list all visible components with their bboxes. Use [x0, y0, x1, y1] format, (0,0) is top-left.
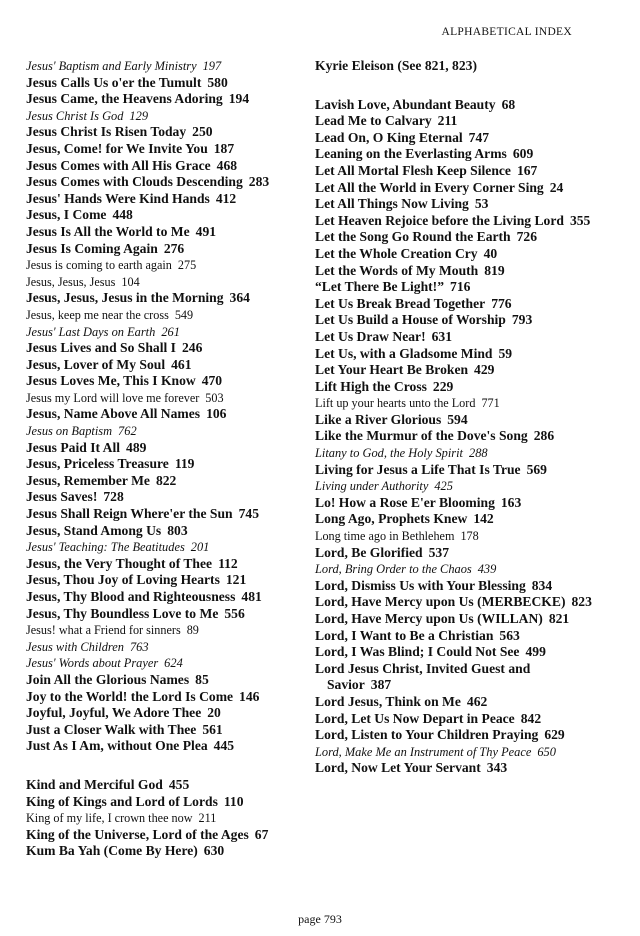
entry-number: 537 [428, 544, 449, 560]
entry-number: 387 [370, 677, 392, 693]
index-entry [26, 556, 308, 573]
entry-number: 776 [491, 295, 512, 311]
entry-title: Jesus my Lord will love me forever [26, 390, 200, 405]
index-entry [315, 661, 597, 694]
entry-title: “Let There Be Light!” [315, 279, 445, 295]
entry-title: Jesus! what a Friend for sinners [26, 623, 181, 638]
entry-title: Jesus, Come! for We Invite You [26, 140, 208, 156]
entry-number: 283 [248, 174, 270, 190]
index-entry [315, 279, 597, 296]
entry-number: 142 [473, 511, 494, 527]
index-entry [315, 395, 597, 412]
entry-title: Jesus, Thy Boundless Love to Me [26, 605, 219, 621]
entry-title: Let All the World in Every Corner Sing [315, 179, 544, 195]
entry-title: Litany to God, the Holy Spirit [315, 446, 463, 461]
entry-title: Jesus, Thou Joy of Loving Hearts [26, 572, 220, 588]
entry-number: 561 [202, 721, 223, 737]
index-entry [26, 672, 308, 689]
entry-title: Jesus' Teaching: The Beatitudes [26, 540, 185, 555]
entry-title: Like the Murmur of the Dove's Song [315, 428, 528, 444]
index-entry [315, 180, 597, 197]
index-entry [26, 406, 308, 423]
entry-title: Long Ago, Prophets Knew [315, 511, 468, 527]
index-entry [26, 108, 308, 125]
page-number: page 793 [298, 912, 342, 926]
entry-title: Jesus, Lover of My Soul [26, 356, 166, 372]
entry-number: 842 [520, 710, 542, 726]
index-entry [26, 340, 308, 357]
index-entry [26, 639, 308, 656]
entry-title: Lead On, O King Eternal [315, 129, 463, 145]
index-entry [315, 130, 597, 147]
entry-title: Jesus is coming to earth again [26, 258, 172, 273]
index-entry [315, 445, 597, 462]
index-entry [26, 810, 308, 827]
entry-number: 288 [469, 446, 488, 461]
entry-title: Let the Song Go Round the Earth [315, 229, 511, 245]
index-column-right [315, 58, 597, 777]
index-entry [26, 523, 308, 540]
index-entry [315, 196, 597, 213]
entry-title: Let All Mortal Flesh Keep Silence [315, 162, 511, 178]
entry-title: Jesus, keep me near the cross [26, 307, 169, 322]
entry-title: Let the Words of My Mouth [315, 262, 479, 278]
entry-number: 429 [474, 362, 495, 378]
entry-number: 803 [167, 522, 188, 538]
section-gap [26, 755, 308, 777]
index-entry [315, 727, 597, 744]
entry-number: 624 [164, 656, 183, 671]
entry-title: Join All the Glorious Names [26, 671, 190, 687]
entry-title: Joyful, Joyful, We Adore Thee [26, 705, 202, 721]
entry-title: Jesus Comes with Clouds Descending [26, 174, 243, 190]
index-entry [26, 423, 308, 440]
entry-title: Just As I Am, without One Plea [26, 738, 208, 754]
entry-number: 275 [177, 258, 197, 273]
entry-title: Lord, I Was Blind; I Could Not See [315, 644, 520, 660]
index-entry [26, 58, 308, 75]
index-entry [26, 722, 308, 739]
entry-title: Let the Whole Creation Cry [315, 245, 478, 261]
entry-number: 24 [549, 179, 564, 195]
entry-title: Jesus Christ Is Risen Today [26, 124, 187, 140]
index-entry [26, 572, 308, 589]
entry-title: King of my life, I crown thee now [26, 811, 193, 826]
entry-number: 821 [548, 611, 570, 626]
index-entry [315, 296, 597, 313]
entry-number: 563 [499, 627, 520, 643]
entry-number: 67 [254, 826, 269, 842]
entry-number: 163 [500, 494, 522, 510]
entry-number: 819 [484, 262, 505, 278]
entry-number: 745 [238, 506, 259, 522]
index-entry [315, 213, 597, 230]
entry-title: Lord, Now Let Your Servant [315, 760, 481, 776]
entry-title: Jesus Shall Reign Where'er the Sun [26, 506, 233, 522]
index-entry [26, 738, 308, 755]
entry-title: Kyrie Eleison (See 821, 823) [315, 58, 477, 73]
index-entry [315, 113, 597, 130]
index-entry [315, 97, 597, 114]
index-entry [315, 312, 597, 329]
entry-number: 187 [213, 140, 235, 156]
entry-title: Jesus, Thy Blood and Righteousness [26, 589, 236, 604]
index-entry [315, 246, 597, 263]
index-entry [315, 379, 597, 396]
entry-number: 491 [195, 223, 217, 239]
entry-title: Let Us Draw Near! [315, 328, 426, 344]
entry-number: 229 [432, 378, 454, 394]
entry-number: 246 [181, 340, 203, 356]
entry-number: 178 [460, 529, 479, 544]
entry-number: 194 [228, 91, 250, 107]
entry-number: 68 [501, 96, 516, 112]
entry-number: 211 [437, 113, 458, 129]
index-entry [26, 307, 308, 324]
index-entry [26, 705, 308, 722]
index-entry [315, 412, 597, 429]
index-entry [26, 589, 308, 606]
entry-title: Joy to the World! the Lord Is Come [26, 688, 234, 704]
page-header: ALPHABETICAL INDEX [441, 26, 572, 38]
entry-title: Kind and Merciful God [26, 776, 163, 792]
entry-number: 85 [195, 671, 209, 687]
entry-number: 594 [447, 411, 468, 427]
index-entry [26, 257, 308, 274]
entry-number: 481 [241, 589, 262, 604]
index-entry [26, 373, 308, 390]
entry-number: 747 [468, 129, 490, 145]
index-entry [26, 207, 308, 224]
entry-title: Jesus, Priceless Treasure [26, 456, 169, 472]
entry-title: Jesus Saves! [26, 489, 98, 505]
entry-title: Jesus, Stand Among Us [26, 522, 162, 538]
entry-title: Jesus, Name Above All Names [26, 406, 201, 422]
entry-title: Jesus Comes with All His Grace [26, 157, 211, 173]
entry-title: Jesus on Baptism [26, 424, 113, 439]
index-column-left [26, 58, 308, 860]
index-entry [26, 124, 308, 141]
entry-number: 470 [201, 373, 223, 389]
entry-number: 110 [223, 793, 244, 809]
entry-title: Lord, Let Us Now Depart in Peace [315, 710, 515, 726]
entry-title: Lo! How a Rose E'er Blooming [315, 494, 495, 510]
entry-number: 650 [537, 744, 556, 759]
entry-number: 40 [483, 245, 498, 261]
index-entry [315, 611, 597, 628]
entry-number: 121 [225, 572, 247, 588]
index-entry [315, 346, 597, 363]
entry-title: Lord, Make Me an Instrument of Thy Peace [315, 744, 532, 759]
entry-number: 455 [168, 776, 190, 792]
entry-number: 834 [531, 577, 553, 593]
index-entry [26, 456, 308, 473]
entry-number: 425 [434, 479, 453, 494]
entry-title: Lord, Have Mercy upon Us (WILLAN) [315, 611, 543, 626]
index-entry [26, 174, 308, 191]
section-gap [315, 75, 597, 97]
index-entry [315, 511, 597, 528]
index-entry [315, 578, 597, 595]
entry-number: 580 [207, 74, 228, 90]
entry-number: 439 [477, 562, 497, 577]
entry-number: 448 [112, 207, 133, 223]
entry-number: 364 [229, 290, 250, 306]
entry-number: 53 [474, 196, 489, 212]
entry-title: King of Kings and Lord of Lords [26, 793, 218, 809]
entry-title: Jesus, Remember Me [26, 472, 150, 488]
entry-title: Lord, I Want to Be a Christian [315, 627, 494, 643]
entry-title: Jesus' Last Days on Earth [26, 324, 156, 339]
index-entry [315, 428, 597, 445]
entry-number: 286 [533, 428, 555, 444]
index-entry [26, 440, 308, 457]
index-entry [26, 827, 308, 844]
entry-title: Let Us Build a House of Worship [315, 312, 506, 328]
entry-title: Living under Authority [315, 479, 429, 494]
entry-number: 250 [192, 124, 213, 140]
entry-number: 609 [512, 146, 534, 162]
entry-title: Lord, Have Mercy upon Us (MERBECKE) [315, 594, 566, 610]
entry-title: Lord, Be Glorified [315, 544, 423, 560]
index-entry [26, 606, 308, 623]
entry-title: Jesus Calls Us o'er the Tumult [26, 74, 202, 90]
entry-title: Let Heaven Rejoice before the Living Lord [315, 212, 564, 228]
entry-number: 104 [121, 274, 140, 289]
entry-title: Leaning on the Everlasting Arms [315, 146, 507, 162]
entry-number: 728 [103, 489, 124, 505]
entry-title: Jesus' Hands Were Kind Hands [26, 190, 210, 206]
entry-number: 556 [224, 605, 245, 621]
index-entry [26, 191, 308, 208]
index-entry [26, 506, 308, 523]
index-entry [315, 362, 597, 379]
entry-title: Jesus Is Coming Again [26, 240, 158, 256]
index-entry [315, 744, 597, 761]
index-entry [26, 390, 308, 407]
entry-number: 119 [174, 456, 195, 472]
entry-title: Jesus, Jesus, Jesus in the Morning [26, 290, 224, 306]
index-entry [26, 843, 308, 860]
index-entry [315, 628, 597, 645]
entry-title: Lord Jesus, Think on Me [315, 693, 461, 709]
entry-number: 631 [431, 328, 452, 344]
entry-number: 20 [207, 705, 221, 721]
index-entry [315, 495, 597, 512]
entry-title: Long time ago in Bethlehem [315, 529, 455, 544]
entry-number: 549 [174, 307, 194, 322]
entry-number: 445 [213, 738, 235, 754]
entry-title: Jesus Paid It All [26, 439, 121, 455]
entry-number: 211 [198, 811, 217, 826]
index-entry [26, 274, 308, 291]
index-entry [315, 545, 597, 562]
entry-number: 462 [466, 693, 488, 709]
entry-title: Let All Things Now Living [315, 196, 469, 212]
entry-number: 276 [163, 240, 185, 256]
entry-number: 499 [525, 644, 546, 660]
entry-title: Let Us Break Bread Together [315, 295, 486, 311]
entry-title: King of the Universe, Lord of the Ages [26, 826, 249, 842]
entry-number: 763 [129, 639, 149, 654]
entry-number: 629 [544, 727, 565, 743]
entry-number: 716 [450, 279, 471, 295]
entry-title: Lord Jesus Christ, Invited Guest and Savior [315, 660, 531, 693]
entry-number: 461 [171, 356, 192, 372]
index-entry [26, 539, 308, 556]
index-entry [26, 794, 308, 811]
index-entry [26, 324, 308, 341]
entry-title: Lift up your hearts unto the Lord [315, 396, 476, 411]
entry-number: 569 [526, 461, 547, 477]
entry-number: 762 [118, 424, 137, 439]
index-entry [26, 622, 308, 639]
entry-number: 112 [218, 555, 238, 571]
entry-title: Let Us, with a Gladsome Mind [315, 345, 493, 361]
index-entry [26, 357, 308, 374]
entry-title: Just a Closer Walk with Thee [26, 721, 197, 737]
index-entry [26, 655, 308, 672]
entry-number: 89 [186, 623, 199, 638]
index-entry [26, 473, 308, 490]
entry-title: Jesus Christ Is God [26, 108, 124, 123]
entry-number: 468 [216, 157, 238, 173]
entry-number: 146 [239, 688, 260, 704]
entry-title: Jesus with Children [26, 639, 124, 654]
entry-title: Lift High the Cross [315, 378, 427, 394]
index-entry [26, 689, 308, 706]
entry-number: 201 [190, 540, 210, 555]
index-entry [315, 561, 597, 578]
entry-title: Lavish Love, Abundant Beauty [315, 96, 496, 112]
entry-number: 823 [571, 594, 592, 610]
entry-number: 261 [161, 324, 180, 339]
index-entry [315, 644, 597, 661]
index-entry [315, 528, 597, 545]
entry-number: 197 [202, 59, 222, 73]
entry-title: Let Your Heart Be Broken [315, 362, 469, 378]
entry-number: 343 [486, 760, 508, 776]
index-entry [315, 594, 597, 611]
entry-number: 167 [516, 162, 538, 178]
index-entry [26, 489, 308, 506]
index-entry [26, 91, 308, 108]
index-entry [315, 760, 597, 777]
index-entry [315, 146, 597, 163]
index-entry [26, 158, 308, 175]
entry-title: Jesus' Baptism and Early Ministry [26, 59, 197, 73]
index-entry [315, 711, 597, 728]
entry-number: 412 [215, 190, 237, 206]
index-entry [26, 241, 308, 258]
entry-number: 106 [206, 406, 227, 422]
index-entry [315, 263, 597, 280]
entry-title: Kum Ba Yah (Come By Here) [26, 843, 198, 859]
entry-number: 793 [511, 312, 533, 328]
index-entry [26, 224, 308, 241]
entry-number: 771 [481, 396, 500, 411]
index-entry [26, 777, 308, 794]
index-entry [315, 462, 597, 479]
index-entry [315, 694, 597, 711]
entry-number: 630 [203, 843, 225, 859]
entry-number: 59 [498, 345, 513, 361]
index-entry [315, 478, 597, 495]
entry-title: Lord, Dismiss Us with Your Blessing [315, 577, 526, 593]
entry-number: 355 [569, 212, 591, 228]
entry-title: Like a River Glorious [315, 411, 442, 427]
entry-title: Jesus, Jesus, Jesus [26, 274, 116, 289]
entry-number: 503 [205, 390, 224, 405]
index-entry [315, 329, 597, 346]
entry-number: 489 [126, 439, 147, 455]
entry-title: Jesus' Words about Prayer [26, 656, 159, 671]
index-entry [26, 141, 308, 158]
entry-title: Living for Jesus a Life That Is True [315, 461, 521, 477]
entry-title: Jesus, I Come [26, 207, 107, 223]
index-entry [315, 58, 597, 75]
entry-title: Jesus Lives and So Shall I [26, 340, 176, 356]
entry-title: Lord, Listen to Your Children Praying [315, 727, 539, 743]
entry-title: Jesus Loves Me, This I Know [26, 373, 196, 389]
entry-title: Jesus, the Very Thought of Thee [26, 555, 213, 571]
index-entry [315, 163, 597, 180]
entry-number: 726 [516, 229, 538, 245]
index-entry [26, 290, 308, 307]
index-entry [26, 75, 308, 92]
entry-number: 129 [129, 108, 149, 123]
entry-title: Lead Me to Calvary [315, 113, 432, 129]
entry-title: Jesus Is All the World to Me [26, 223, 190, 239]
entry-title: Lord, Bring Order to the Chaos [315, 562, 472, 577]
index-entry [315, 229, 597, 246]
entry-number: 822 [155, 472, 177, 488]
entry-title: Jesus Came, the Heavens Adoring [26, 91, 223, 107]
